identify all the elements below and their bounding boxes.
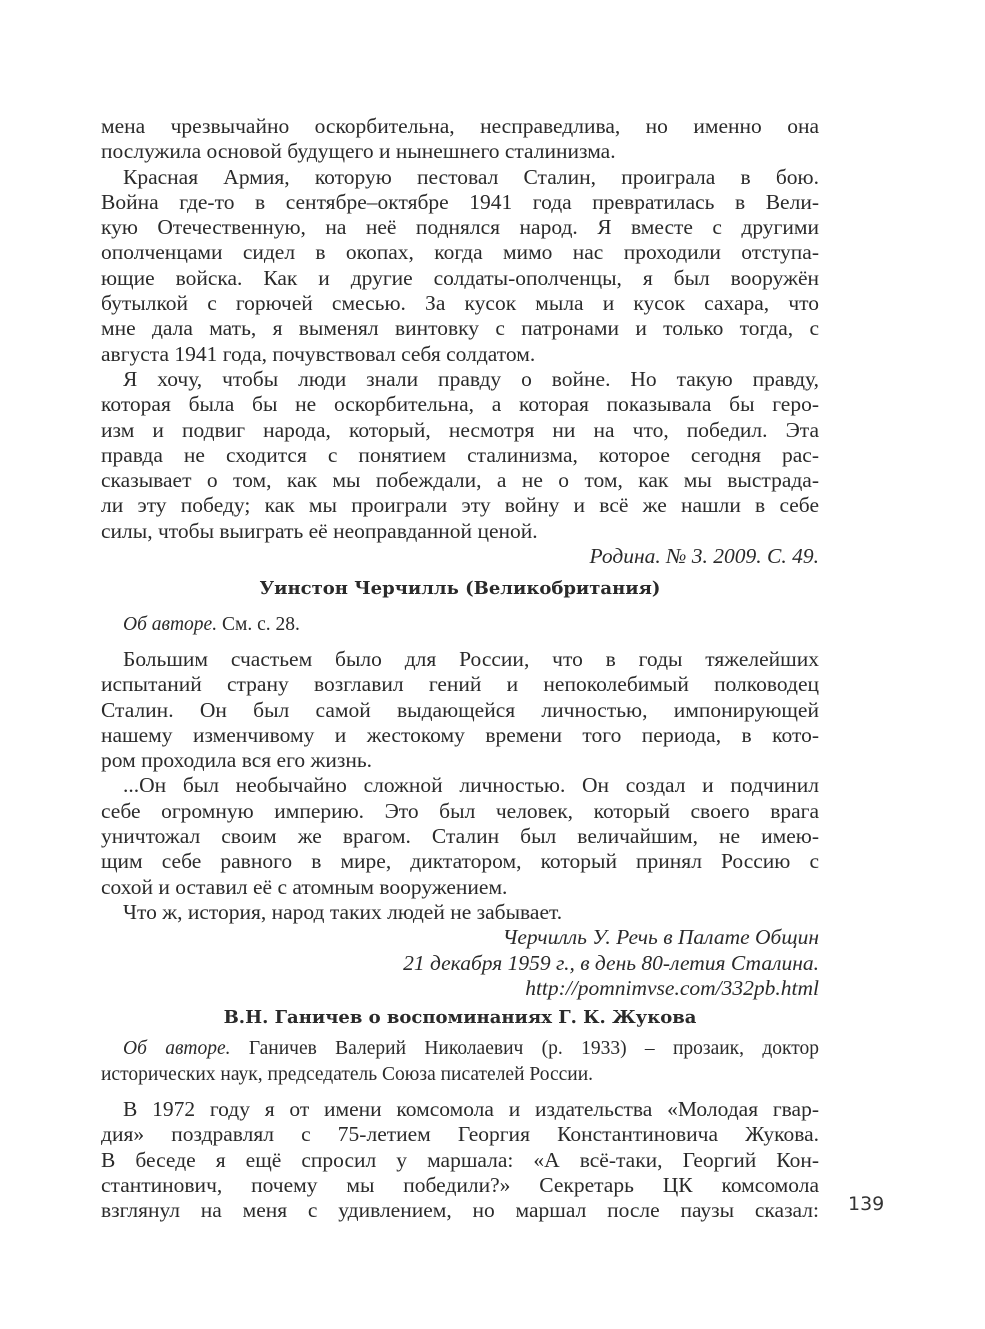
about-label: Об авторе. (123, 613, 218, 635)
text-line: послужила основой будущего и нынешнего сталинизма. (101, 139, 616, 164)
about-label: Об авторе. (123, 1038, 231, 1060)
text-line: августа 1941 года, почувствовал себя солдатом. (101, 341, 536, 366)
text-line: дия» поздравлял с 75-летием Георгия Константиновича Жукова. (101, 1122, 819, 1147)
text-line: мена чрезвычайно оскорбительна, несправедлива, но именно она (101, 114, 819, 138)
text-line: мне дала мать, я выменял винтовку с патронами и только тогда, с (101, 316, 819, 341)
citation-line: 21 декабря 1959 г., в день 80-летия Сталина. (403, 950, 819, 975)
citation-churchill (101, 925, 819, 1001)
text-line: ...Он был необычайно сложной личностью. Он создал и подчинил (123, 773, 819, 798)
text-line: Большим счастьем было для России, что в годы тяжелейших (123, 646, 819, 671)
text-line: сохой и оставил её с атомным вооружением. (101, 874, 508, 899)
citation-source: Родина. № 3. 2009. С. 49. (589, 544, 819, 569)
text-line: силы, чтобы выиграть её неоправданной ценой. (101, 518, 538, 543)
page-body (101, 114, 819, 1223)
paragraph-continuation (101, 114, 819, 165)
about-text: Ганичев Валерий Николаевич (р. 1933) – прозаик, доктор (230, 1038, 820, 1060)
paragraph-red-army (101, 165, 819, 367)
about-author-churchill (101, 612, 819, 637)
paragraph-churchill-2 (101, 773, 819, 899)
paragraph-ganichev-1 (101, 1097, 819, 1223)
text-line: ром проходила вся его жизнь. (101, 748, 373, 773)
section-heading-ganichev: В.Н. Ганичев о воспоминаниях Г. К. Жукова (223, 1007, 697, 1029)
text-line (101, 1036, 819, 1061)
page-number: 139 (848, 1193, 885, 1215)
citation-line: Черчилль У. Речь в Палате Общин (502, 925, 819, 950)
paragraph-truth (101, 367, 819, 569)
text-line: Красная Армия, которую пестовал Сталин, проиграла в бою. (123, 164, 819, 189)
text-line: Сталин. Он был самой выдающейся личностью, импонирующей (101, 697, 819, 722)
text-line: ополченцами сидел в окопах, когда мимо нас проходили отступа- (101, 240, 819, 265)
text-line: изм и подвиг народа, который, несмотря ни на что, победил. Эта (101, 417, 819, 442)
section-heading-churchill: Уинстон Черчилль (Великобритания) (259, 578, 661, 600)
text-line: Я хочу, чтобы люди знали правду о войне. Но такую правду, (123, 366, 819, 391)
text-line: уничтожал своим же врагом. Сталин был величайшим, не имею- (101, 824, 819, 849)
text-line: ли эту победу; как мы проиграли эту войну и всё же нашли в себе (101, 493, 819, 518)
text-line: испытаний страну возглавил гений и непоколебимый полководец (101, 672, 819, 697)
text-line: В беседе я ещё спросил у маршала: «А всё-таки, Георгий Кон- (101, 1147, 819, 1172)
paragraph-churchill-1 (101, 647, 819, 773)
about-text: См. с. 28. (217, 613, 300, 635)
text-line: сказывает о том, как мы побеждали, а не о том, как мы выстрада- (101, 468, 819, 493)
text-line: себе огромную империю. Это был человек, который своего врага (101, 798, 819, 823)
text-line: правда не сходится с понятием сталинизма, которое сегодня рас- (101, 442, 819, 467)
about-author-ganichev (101, 1036, 819, 1087)
text-line: ющие войска. Как и другие солдаты-ополченцы, я был вооружён (101, 265, 819, 290)
text-line: стантинович, почему мы победили?» Секретарь ЦК комсомола (101, 1172, 819, 1197)
text-line: исторических наук, председатель Союза писателей России. (101, 1063, 594, 1085)
text-line: кую Отечественную, на неё поднялся народ. Я вместе с другими (101, 215, 819, 240)
text-line: взглянул на меня с удивлением, но маршал после паузы сказал: (101, 1198, 819, 1223)
text-line: Война где-то в сентябре–октябре 1941 года превратилась в Вели- (101, 189, 819, 214)
text-line: которая была бы не оскорбительна, а которая показывала бы геро- (101, 392, 819, 417)
text-line: В 1972 году я от имени комсомола и издательства «Молодая гвар- (123, 1096, 819, 1121)
paragraph-churchill-3: Что ж, история, народ таких людей не забывает. (123, 899, 563, 924)
text-line: бутылкой с горючей смесью. За кусок мыла и кусок сахара, что (101, 291, 819, 316)
citation-url: http://pomnimvse.com/332pb.html (525, 975, 819, 1000)
text-line: нашему изменчивому и жестокому времени того периода, в кото- (101, 722, 819, 747)
text-line: щим себе равного в мире, диктатором, который принял Россию с (101, 849, 819, 874)
